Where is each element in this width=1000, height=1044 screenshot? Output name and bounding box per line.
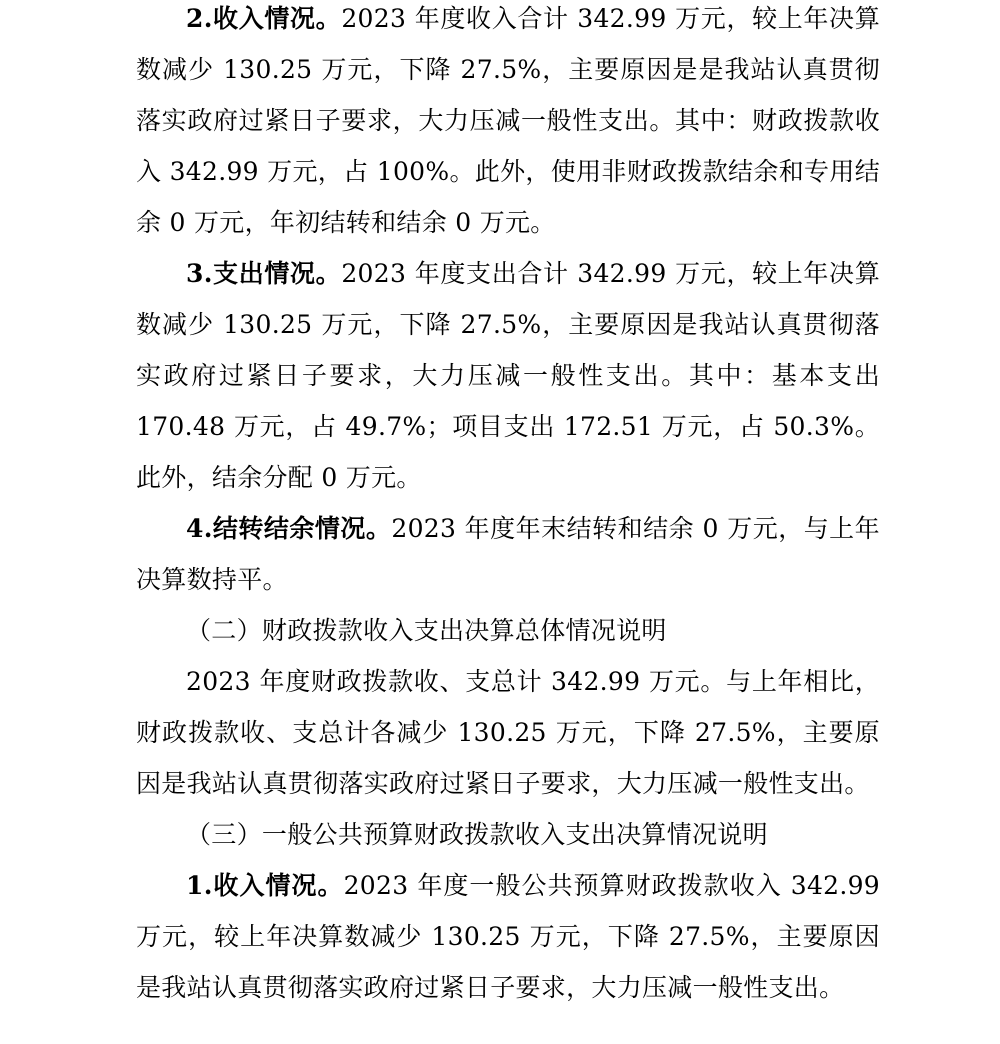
section3-income-text: 2023 年度一般公共预算财政拨款收入 342.99 万元，较上年决算数减少 130.25 万元，下降 27.5%，主要原因是我站认真贯彻落实政府过紧日子要求，大力压减一般性支出。: [136, 871, 881, 1002]
section3-paragraph-income: [136, 860, 880, 1013]
paragraph-expenditure-label: 3.支出情况。: [186, 259, 342, 288]
section2-heading: （二）财政拨款收入支出决算总体情况说明: [186, 616, 667, 645]
paragraph-income-text: 2023 年度收入合计 342.99 万元，较上年决算数减少 130.25 万元，下降 27.5%，主要原因是是我站认真贯彻落实政府过紧日子要求，大力压减一般性支出。其中：财政拨款收入 342.99 万元，占 100%。此外，使用非财政拨款结余和专用结余 0 万元，年初结转和结余 0 万元。: [136, 4, 881, 237]
paragraph-expenditure-text: 2023 年度支出合计 342.99 万元，较上年决算数减少 130.25 万元，下降 27.5%，主要原因是我站认真贯彻落实政府过紧日子要求，大力压减一般性支出。其中：基本支出 170.48 万元，占 49.7%；项目支出 172.51 万元，占 50.3%。此外，结余分配 0 万元。: [136, 259, 881, 492]
paragraph-expenditure: [136, 248, 880, 503]
paragraph-income-label: 2.收入情况。: [186, 4, 342, 33]
section3-heading: （三）一般公共预算财政拨款收入支出决算情况说明: [186, 820, 768, 849]
paragraph-carryover-text: 2023 年度年末结转和结余 0 万元，与上年决算数持平。: [136, 514, 880, 594]
section3-income-label: 1.收入情况。: [186, 871, 344, 900]
document-page: [136, 0, 880, 1013]
section2-paragraph: 2023 年度财政拨款收、支总计 342.99 万元。与上年相比，财政拨款收、支总计各减少 130.25 万元，下降 27.5%，主要原因是我站认真贯彻落实政府过紧日子要求，大力压减一般性支出。: [136, 667, 880, 798]
paragraph-income: [136, 0, 880, 248]
paragraph-carryover: [136, 503, 880, 605]
paragraph-carryover-label: 4.结转结余情况。: [186, 514, 392, 543]
